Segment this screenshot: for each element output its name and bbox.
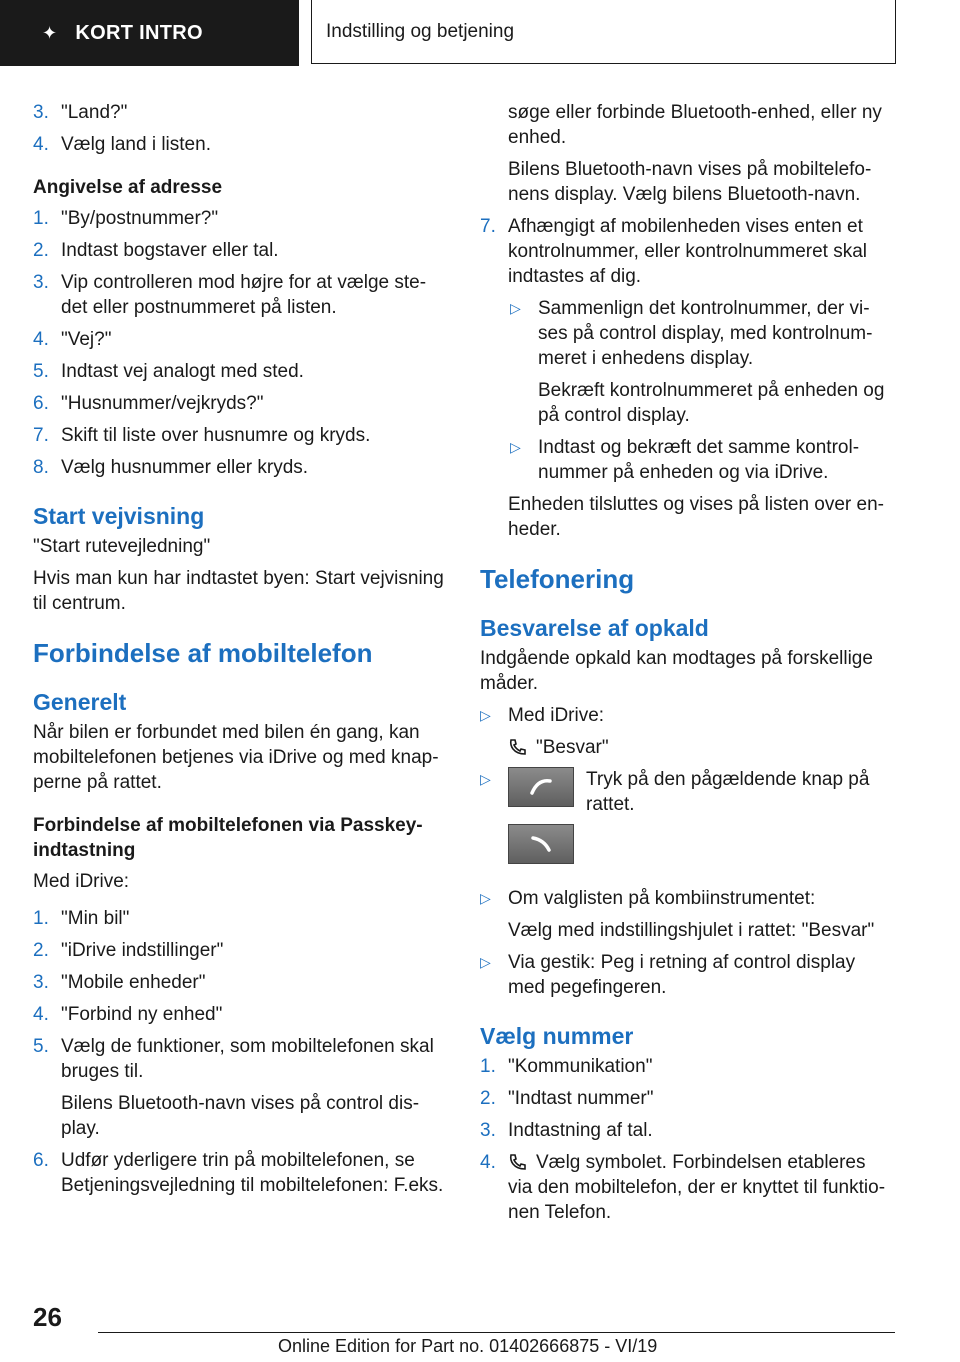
- list-item: 7. Afhængigt af mobilenheden vises enten et kontrolnummer, eller kontrolnummeret skal indtastes af dig.: [480, 216, 868, 287]
- chapter-tab-label: Indstilling og betjening: [326, 20, 515, 42]
- bullet-item: ▷ Om valglisten på kombiinstrumentet:: [480, 888, 816, 909]
- answer-call-text: Indgående opkald kan modtages på forskellige måder.: [480, 648, 873, 694]
- list-item: 1. "Min bil": [33, 908, 130, 929]
- sub-bullet: ▷ Sammenlign det kontrolnummer, der vi-ses på control display, med kontrolnum-meret i enhedens display.: [510, 298, 873, 369]
- general-heading: Generelt: [33, 689, 127, 715]
- start-guidance-text: "Start rutevejledning": [33, 536, 211, 557]
- bullet-note: Vælg med indstillingshjulet i rattet: "Besvar": [508, 920, 875, 941]
- list-item: 3. "Mobile enheder": [33, 972, 206, 993]
- left-column: [33, 100, 448, 1205]
- list-item: 5. Indtast vej analogt med sted.: [33, 361, 304, 382]
- footer-divider: [98, 1332, 895, 1333]
- done-text: Enheden tilsluttes og vises på listen over en-heder.: [508, 494, 884, 540]
- list-item: 6. Udfør yderligere trin på mobiltelefonen, se Betjeningsvejledning til mobiltelefonen: F.eks.: [33, 1150, 444, 1196]
- telephony-heading: Telefonering: [480, 564, 635, 594]
- list-item: 3. Indtastning af tal.: [480, 1120, 653, 1141]
- start-guidance-heading: Start vejvisning: [33, 503, 205, 529]
- right-column: [480, 100, 895, 1232]
- hangup-button-wrap: [480, 824, 895, 864]
- triangle-bullet-icon: ▷: [480, 954, 491, 970]
- list-item: 2. "iDrive indstillinger": [33, 940, 224, 961]
- list-item: 3. Vip controlleren mod højre for at vælge ste-det eller postnummeret på listen.: [33, 272, 427, 318]
- triangle-bullet-icon: ▷: [510, 300, 521, 316]
- list-item: 4. Vælg symbolet. Forbindelsen etableres via den mobiltelefon, der er knyttet til funktio-nen Telefon.: [480, 1152, 886, 1223]
- hangup-button-image: [508, 824, 574, 864]
- list-item: 8. Vælg husnummer eller kryds.: [33, 457, 309, 478]
- continued-note: Bilens Bluetooth-navn vises på mobiltelefo-nens display. Vælg bilens Bluetooth-navn.: [508, 159, 872, 205]
- idrive-label: Med iDrive:: [33, 871, 130, 892]
- phone-pickup-icon: [526, 775, 556, 799]
- bullet-item: [480, 767, 895, 817]
- sparkle-icon: ✦: [42, 22, 58, 43]
- connect-phone-heading: Forbindelse af mobiltelefon: [33, 638, 373, 668]
- section-tab-label: KORT INTRO: [75, 21, 203, 44]
- dial-number-heading: Vælg nummer: [480, 1023, 634, 1049]
- bullet-item: ▷ Via gestik: Peg i retning af control display med pegefingeren.: [480, 952, 856, 998]
- address-heading: Angivelse af adresse: [33, 177, 223, 198]
- answer-call-heading: Besvarelse af opkald: [480, 615, 709, 641]
- edition-text: Online Edition for Part no. 01402666875 - VI/19: [278, 1336, 658, 1356]
- step5-note: Bilens Bluetooth-navn vises på control dis-play.: [61, 1093, 420, 1139]
- phone-icon: [508, 738, 528, 756]
- sub-bullet-note: Bekræft kontrolnummeret på enheden og på control display.: [538, 380, 885, 426]
- chapter-tab[interactable]: [311, 0, 896, 64]
- answer-option: "Besvar": [480, 735, 895, 760]
- continued-text: søge eller forbinde Bluetooth-enhed, eller ny enhed.: [508, 102, 882, 148]
- answer-button-text: Tryk på den pågældende knap på rattet.: [586, 769, 870, 815]
- list-item: 6. "Husnummer/vejkryds?": [33, 393, 264, 414]
- list-item: 5. Vælg de funktioner, som mobiltelefonen skal bruges til.: [33, 1036, 434, 1082]
- answer-button-image: [508, 767, 574, 807]
- phone-icon: [508, 1153, 528, 1171]
- triangle-bullet-icon: ▷: [480, 707, 491, 723]
- bullet-item: ▷ Med iDrive:: [480, 705, 605, 726]
- list-item: 2. Indtast bogstaver eller tal.: [33, 240, 279, 261]
- start-guidance-note: Hvis man kun har indtastet byen: Start vejvisning til centrum.: [33, 568, 444, 614]
- list-item: 1. "Kommunikation": [480, 1056, 653, 1077]
- list-item: 1. "By/postnummer?": [33, 208, 219, 229]
- passkey-heading: Forbindelse af mobiltelefonen via Passkey-indtastning: [33, 815, 423, 861]
- list-item: 2. "Indtast nummer": [480, 1088, 654, 1109]
- phone-hangup-icon: [526, 832, 556, 856]
- section-tab[interactable]: [0, 0, 299, 66]
- list-item: 3. "Land?": [33, 102, 128, 123]
- triangle-bullet-icon: ▷: [480, 890, 491, 906]
- triangle-bullet-icon: ▷: [480, 771, 491, 787]
- list-item: 4. "Forbind ny enhed": [33, 1004, 223, 1025]
- list-item: 7. Skift til liste over husnumre og kryds.: [33, 425, 371, 446]
- page-header: [0, 0, 960, 66]
- page-number: 26: [33, 1302, 62, 1332]
- list-item: 4. Vælg land i listen.: [33, 134, 211, 155]
- sub-bullet: ▷ Indtast og bekræft det samme kontrol-nummer på enheden og via iDrive.: [510, 437, 860, 483]
- list-item: 4. "Vej?": [33, 329, 112, 350]
- triangle-bullet-icon: ▷: [510, 439, 521, 455]
- general-text: Når bilen er forbundet med bilen én gang, kan mobiltelefonen betjenes via iDrive og med knap-perne på rattet.: [33, 722, 439, 793]
